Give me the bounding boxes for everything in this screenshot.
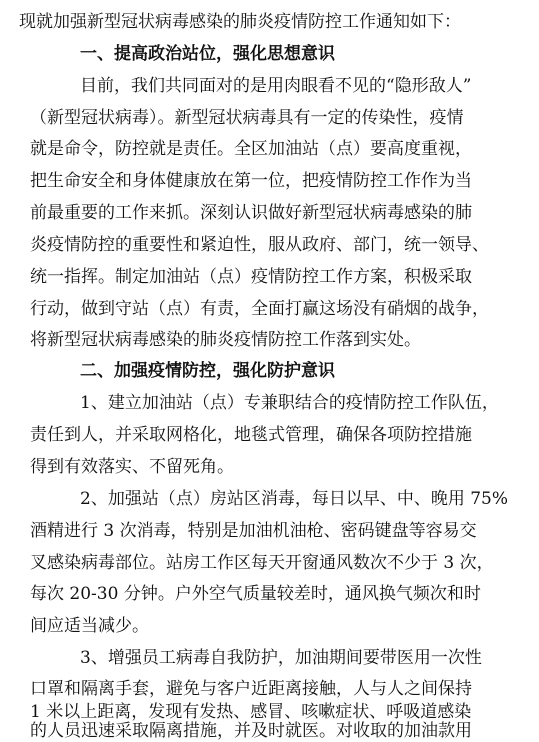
paragraph-line: 统一指挥。制定加油站（点）疫情防控工作方案，积极采取 bbox=[30, 267, 472, 287]
paragraph-line: 口罩和隔离手套，避免与客户近距离接触，人与人之间保持 bbox=[30, 679, 472, 699]
paragraph-line: 得到有效落实、不留死角。 bbox=[30, 457, 234, 477]
intro-line: 现就加强新型冠状病毒感染的肺炎疫情防控工作通知如下： bbox=[19, 12, 461, 32]
section-heading-2: 二、加强疫情防控，强化防护意识 bbox=[80, 361, 335, 381]
paragraph-line: 每次 20-30 分钟。户外空气质量较差时，通风换气频次和时 bbox=[30, 584, 481, 604]
paragraph-line: 前最重要的工作来抓。深刻认识做好新型冠状病毒感染的肺 bbox=[30, 203, 472, 223]
paragraph-line: 3、增强员工病毒自我防护，加油期间要带医用一次性 bbox=[80, 648, 482, 668]
paragraph-line: 责任到人，并采取网格化，地毯式管理，确保各项防控措施 bbox=[30, 425, 472, 445]
paragraph-line: 的人员迅速采取隔离措施，并及时就医。对收取的加油款用 bbox=[30, 721, 472, 741]
paragraph-line: （新型冠状病毒）。新型冠状病毒具有一定的传染性，疫情 bbox=[30, 108, 464, 128]
paragraph-line: 将新型冠状病毒感染的肺炎疫情防控工作落到实处。 bbox=[30, 330, 421, 350]
paragraph-line: 叉感染病毒部位。站房工作区每天开窗通风数次不少于 3 次， bbox=[30, 553, 494, 573]
paragraph-line: 把生命安全和身体健康放在第一位，把疫情防控工作作为当 bbox=[30, 171, 472, 191]
paragraph-line: 行动，做到守站（点）有责，全面打赢这场没有硝烟的战争， bbox=[30, 299, 489, 319]
paragraph-line: 酒精进行 3 次消毒，特别是加油机油枪、密码键盘等容易交 bbox=[30, 521, 477, 541]
paragraph-line: 2、加强站（点）房站区消毒，每日以早、中、晚用 75% bbox=[80, 489, 509, 509]
paragraph-line: 目前，我们共同面对的是用肉眼看不见的“隐形敌人” bbox=[80, 76, 472, 96]
paragraph-line: 炎疫情防控的重要性和紧迫性，服从政府、部门，统一领导、 bbox=[30, 235, 489, 255]
paragraph-line: 1 米以上距离，发现有发热、感冒、咳嗽症状、呼吸道感染 bbox=[30, 702, 472, 722]
paragraph-line: 就是命令，防控就是责任。全区加油站（点）要高度重视， bbox=[30, 139, 472, 159]
section-heading-1: 一、提高政治站位，强化思想意识 bbox=[80, 44, 335, 64]
paragraph-line: 1、建立加油站（点）专兼职结合的疫情防控工作队伍， bbox=[80, 393, 499, 413]
paragraph-line: 间应适当减少。 bbox=[30, 616, 149, 636]
